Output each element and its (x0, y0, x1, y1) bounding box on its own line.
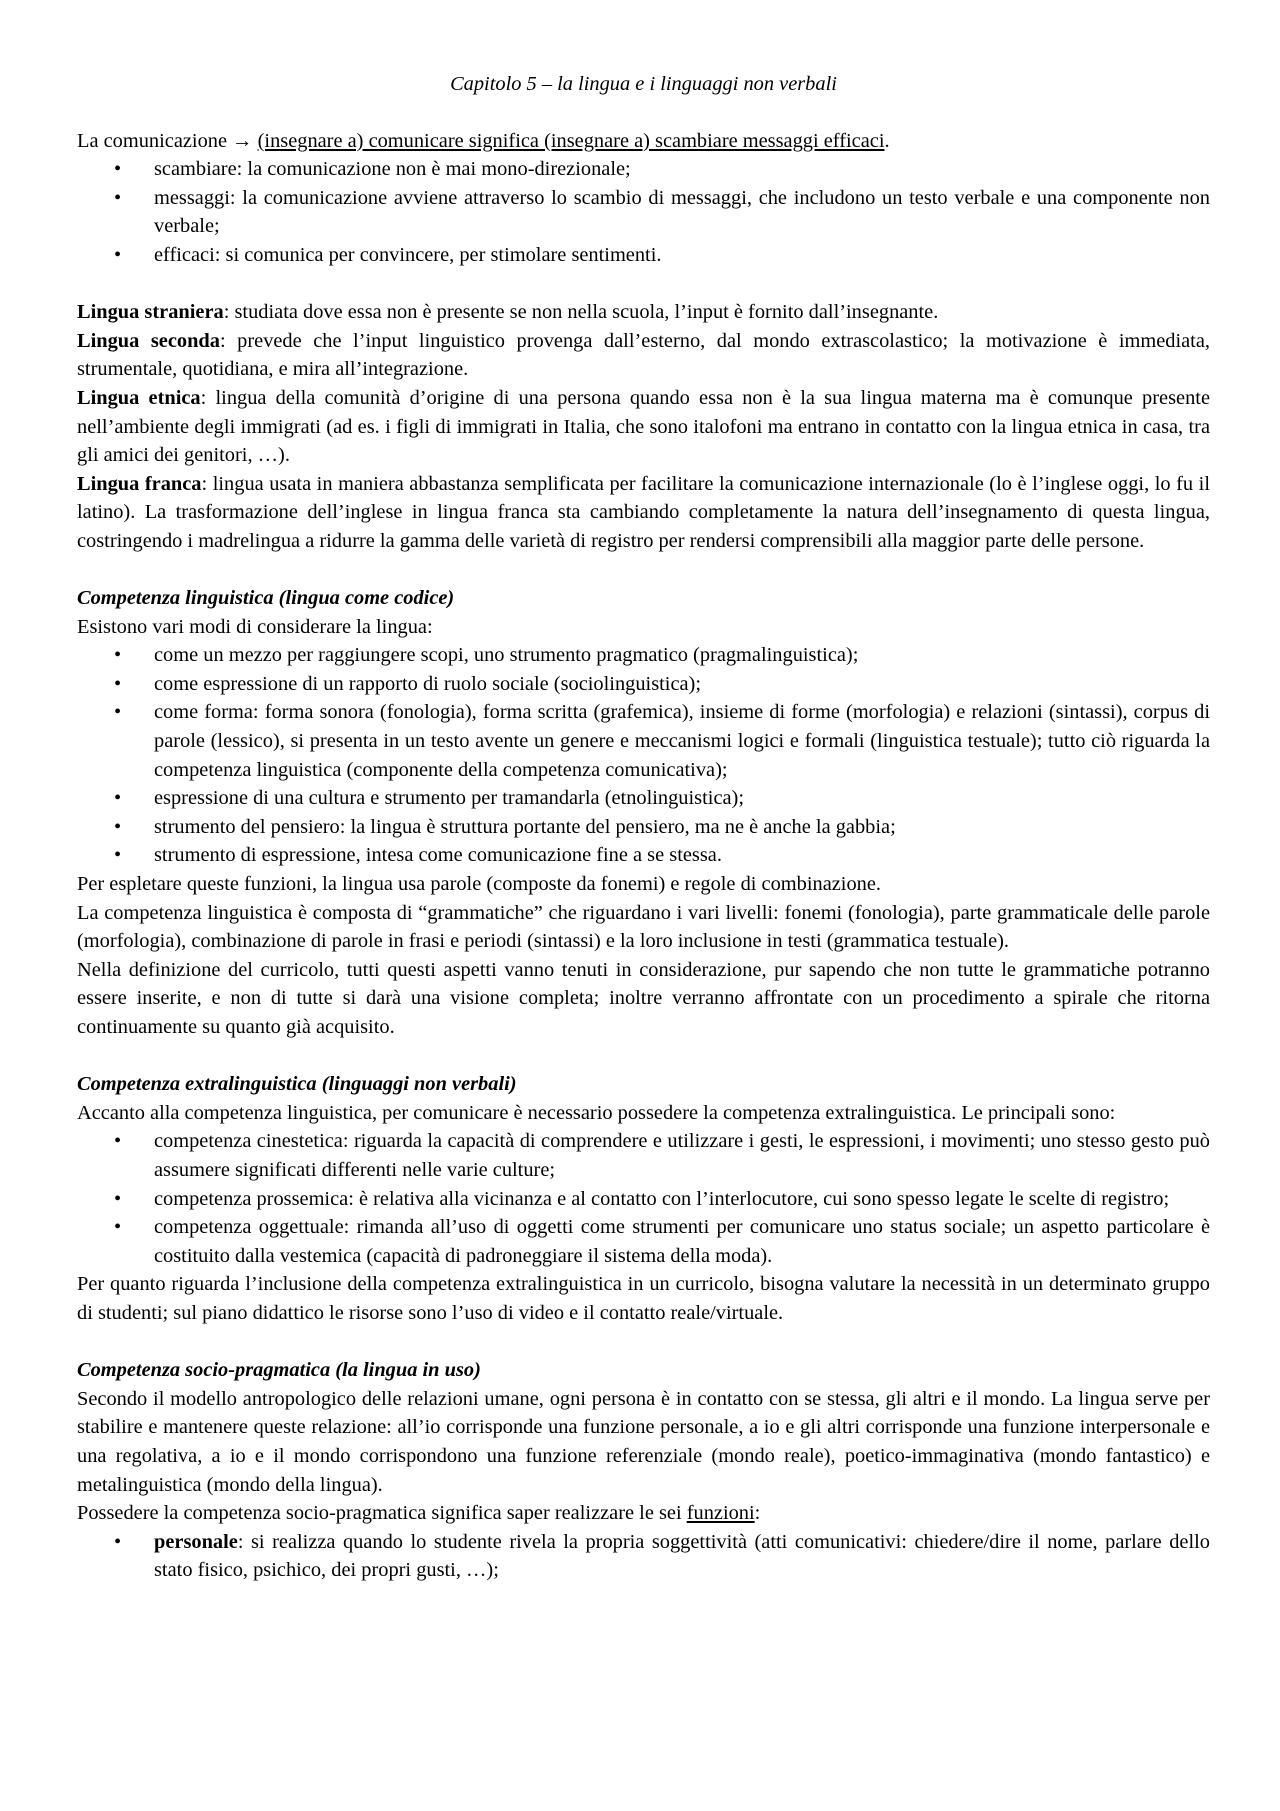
definition-paragraph (77, 327, 1210, 384)
list-item (77, 1528, 1210, 1585)
intro-paragraph (77, 127, 1210, 156)
linguistica-list (77, 641, 1210, 870)
body-paragraph: Secondo il modello antropologico delle relazioni umane, ogni persona è in contatto con se stessa, gli altri e il mondo. La lingua serve per stabilire e mantenere queste relazione: all’io corrisponde una funzione personale, a io e gli altri corrisponde una funzione interpersonale e una regolativa, a io e il mondo corrispondono una funzione referenziale (mondo reale), poetico-immaginativa (mondo fantastico) e metalinguistica (mondo della lingua). (77, 1387, 1210, 1496)
list-item-text: espressione di una cultura e strumento per tramandarla (etnolinguistica); (154, 787, 744, 810)
bullet: • (114, 644, 122, 667)
document-page (77, 70, 1210, 1585)
bullet: • (114, 1530, 122, 1553)
list-item (77, 698, 1210, 784)
body-paragraph (77, 1499, 1210, 1528)
list-item-text: : si realizza quando lo studente rivela la propria soggettività (atti comunicativi: chiedere/dire il nome, parlare dello stato fisico, psichico, dei propri gusti, …); (154, 1530, 1210, 1582)
bullet: • (114, 1187, 122, 1210)
p2-underlined: funzioni (686, 1502, 755, 1525)
bullet: • (114, 787, 122, 810)
bullet: • (114, 243, 122, 266)
definition-text: : studiata dove essa non è presente se non nella scuola, l’input è fornito dall’insegnante. (223, 301, 939, 324)
extralinguistica-list (77, 1127, 1210, 1270)
list-item-text: efficaci: si comunica per convincere, per stimolare sentimenti. (154, 243, 662, 266)
bullet: • (114, 1130, 122, 1153)
body-paragraph: La competenza linguistica è composta di “grammatiche” che riguardano i vari livelli: fonemi (fonologia), parte grammaticale delle parole (morfologia), combinazione di parole in frasi e periodi (sintassi) e la loro inclusione in testi (grammatica testuale). (77, 901, 1210, 953)
section-heading-sociopragmatica: Competenza socio-pragmatica (la lingua in uso) (77, 1359, 481, 1382)
list-item (77, 241, 1210, 270)
list-item (77, 841, 1210, 870)
list-item (77, 813, 1210, 842)
bullet: • (114, 815, 122, 838)
bullet: • (114, 844, 122, 867)
list-item-text: scambiare: la comunicazione non è mai mono-direzionale; (154, 158, 631, 181)
definition-text: : lingua della comunità d’origine di una persona quando essa non è la sua lingua materna ma è comunque presente nell’ambiente degli immigrati (ad es. i figli di immigrati in Italia, che sono italofoni ma entrano in contatto con la lingua etnica in casa, tra gli amici dei genitori, …). (77, 386, 1210, 467)
section-heading-linguistica: Competenza linguistica (lingua come codice) (77, 587, 455, 610)
intro-lead: La comunicazione → (77, 129, 258, 152)
spacer (77, 1042, 1210, 1071)
bullet: • (114, 1216, 122, 1239)
list-item-text: come espressione di un rapporto di ruolo sociale (sociolinguistica); (154, 672, 702, 695)
bullet: • (114, 701, 122, 724)
body-paragraph: Per espletare queste funzioni, la lingua usa parole (composte da fonemi) e regole di combinazione. (77, 873, 882, 896)
list-item (77, 641, 1210, 670)
list-item-text: come un mezzo per raggiungere scopi, uno strumento pragmatico (pragmalinguistica); (154, 644, 859, 667)
funzioni-list (77, 1528, 1210, 1585)
p2-lead: Possedere la competenza socio-pragmatica significa saper realizzare le sei (77, 1502, 687, 1525)
list-item (77, 155, 1210, 184)
list-item-text: competenza prossemica: è relativa alla vicinanza e al contatto con l’interlocutore, cui sono spesso legate le scelte di registro; (154, 1187, 1170, 1210)
bullet: • (114, 186, 122, 209)
intro-tail: . (884, 129, 890, 152)
list-item-text: competenza oggettuale: rimanda all’uso di oggetti come strumenti per comunicare uno status sociale; un aspetto particolare è costituito dalla vestemica (capacità di padroneggiare il sistema della moda). (154, 1216, 1210, 1267)
list-item (77, 670, 1210, 699)
intro-list (77, 155, 1210, 269)
list-item-text: come forma: forma sonora (fonologia), forma scritta (grafemica), insieme di forme (morfologia) e relazioni (sintassi), corpus di parole (lessico), si presenta in un testo avente un genere e meccanismi logici e formali (linguistica testuale); tutto ciò riguarda la competenza linguistica (componente della competenza comunicativa); (154, 701, 1210, 781)
definition-text: : lingua usata in maniera abbastanza semplificata per facilitare la comunicazione internazionale (lo è l’inglese oggi, lo fu il latino). La trasformazione dell’inglese in lingua franca sta cambiando completamente la natura dell’insegnamento di questa lingua, costringendo i madrelingua a ridurre la gamma delle varietà di registro per rendersi comprensibili alla maggior parte delle persone. (77, 472, 1210, 552)
body-paragraph: Nella definizione del curricolo, tutti questi aspetti vanno tenuti in considerazione, pur sapendo che non tutte le grammatiche potranno essere inserite, e non di tutte si darà una visione completa; inoltre verranno affrontate con un procedimento a spirale che ritorna continuamente su quanto già acquisito. (77, 958, 1210, 1038)
definition-paragraph (77, 470, 1210, 556)
list-item (77, 1213, 1210, 1270)
list-item-text: strumento del pensiero: la lingua è struttura portante del pensiero, ma ne è anche la gabbia; (154, 815, 896, 838)
list-item (77, 184, 1210, 241)
list-item (77, 1185, 1210, 1214)
page-title: Capitolo 5 – la lingua e i linguaggi non verbali (450, 73, 837, 95)
intro-underlined: (insegnare a) comunicare significa (insegnare a) scambiare messaggi efficaci (257, 129, 885, 152)
section-intro: Accanto alla competenza linguistica, per comunicare è necessario possedere la competenza extralinguistica. Le principali sono: (77, 1101, 1116, 1124)
p2-tail: : (754, 1502, 761, 1525)
definition-term: Lingua straniera (77, 301, 224, 324)
definition-term: Lingua franca (77, 472, 202, 495)
list-item-term: personale (154, 1530, 238, 1553)
bullet: • (114, 158, 122, 181)
definition-term: Lingua etnica (77, 386, 201, 409)
definition-term: Lingua seconda (77, 329, 220, 352)
section-intro: Esistono vari modi di considerare la lingua: (77, 615, 433, 638)
list-item-text: messaggi: la comunicazione avviene attraverso lo scambio di messaggi, che includono un testo verbale e una componente non verbale; (154, 186, 1210, 238)
spacer (77, 556, 1210, 585)
definition-paragraph (77, 298, 1210, 327)
definition-text: : prevede che l’input linguistico provenga dall’esterno, dal mondo extrascolastico; la motivazione è immediata, strumentale, quotidiana, e mira all’integrazione. (77, 329, 1210, 381)
list-item (77, 1127, 1210, 1184)
list-item-text: strumento di espressione, intesa come comunicazione fine a se stessa. (154, 844, 722, 867)
spacer (77, 270, 1210, 299)
list-item (77, 784, 1210, 813)
section-heading-extralinguistica: Competenza extralinguistica (linguaggi non verbali) (77, 1073, 517, 1096)
body-paragraph: Per quanto riguarda l’inclusione della competenza extralinguistica in un curricolo, bisogna valutare la necessità in un determinato gruppo di studenti; sul piano didattico le risorse sono l’uso di video e il contatto reale/virtuale. (77, 1273, 1210, 1324)
definition-paragraph (77, 384, 1210, 470)
list-item-text: competenza cinestetica: riguarda la capacità di comprendere e utilizzare i gesti, le espressioni, i movimenti; uno stesso gesto può assumere significati differenti nelle varie culture; (154, 1130, 1210, 1181)
bullet: • (114, 672, 122, 695)
spacer (77, 1328, 1210, 1357)
